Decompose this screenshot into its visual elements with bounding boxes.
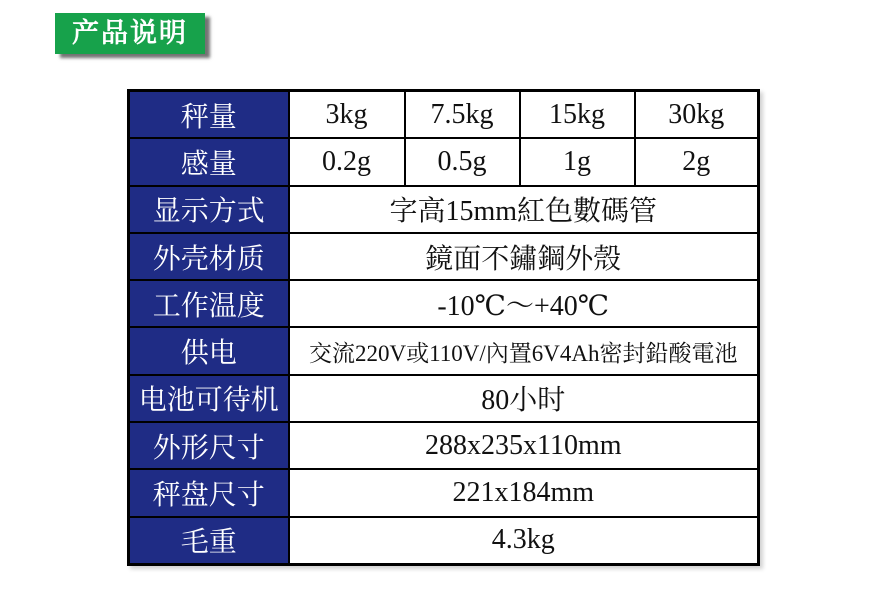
row-label-capacity: 秤量 (129, 91, 289, 139)
row-label-overall-dimensions: 外形尺寸 (129, 422, 289, 469)
row-label-power-supply: 供电 (129, 327, 289, 374)
table-row-sensitivity (129, 138, 759, 185)
battery-standby-value: 80小时 (289, 375, 759, 422)
capacity-value-1: 3kg (289, 91, 405, 139)
table-row-power-supply (129, 327, 759, 374)
table-row-shell-material (129, 233, 759, 280)
badge-label: 产品说明 (72, 18, 188, 48)
display-value: 字高15mm紅色數碼管 (289, 186, 759, 233)
table-row-capacity (129, 91, 759, 139)
table-row-working-temperature (129, 280, 759, 327)
row-label-display: 显示方式 (129, 186, 289, 233)
power-supply-value: 交流220V或110V/內置6V4Ah密封鉛酸電池 (289, 327, 759, 374)
row-label-battery-standby: 电池可待机 (129, 375, 289, 422)
capacity-value-4: 30kg (635, 91, 759, 139)
capacity-value-2: 7.5kg (405, 91, 520, 139)
product-description-badge (55, 13, 205, 54)
product-spec-table (127, 89, 760, 566)
row-label-shell-material: 外壳材质 (129, 233, 289, 280)
sensitivity-value-2: 0.5g (405, 138, 520, 185)
row-label-gross-weight: 毛重 (129, 517, 289, 565)
table-row-battery-standby (129, 375, 759, 422)
row-label-sensitivity: 感量 (129, 138, 289, 185)
sensitivity-value-1: 0.2g (289, 138, 405, 185)
shell-material-value: 鏡面不鏽鋼外殼 (289, 233, 759, 280)
table-row-overall-dimensions (129, 422, 759, 469)
gross-weight-value: 4.3kg (289, 517, 759, 565)
pan-size-value: 221x184mm (289, 469, 759, 516)
row-label-pan-size: 秤盘尺寸 (129, 469, 289, 516)
sensitivity-value-3: 1g (520, 138, 635, 185)
table-row-pan-size (129, 469, 759, 516)
row-label-working-temperature: 工作温度 (129, 280, 289, 327)
overall-dimensions-value: 288x235x110mm (289, 422, 759, 469)
capacity-value-3: 15kg (520, 91, 635, 139)
table-row-display (129, 186, 759, 233)
sensitivity-value-4: 2g (635, 138, 759, 185)
working-temperature-value: -10℃～+40℃ (289, 280, 759, 327)
table-row-gross-weight (129, 517, 759, 565)
